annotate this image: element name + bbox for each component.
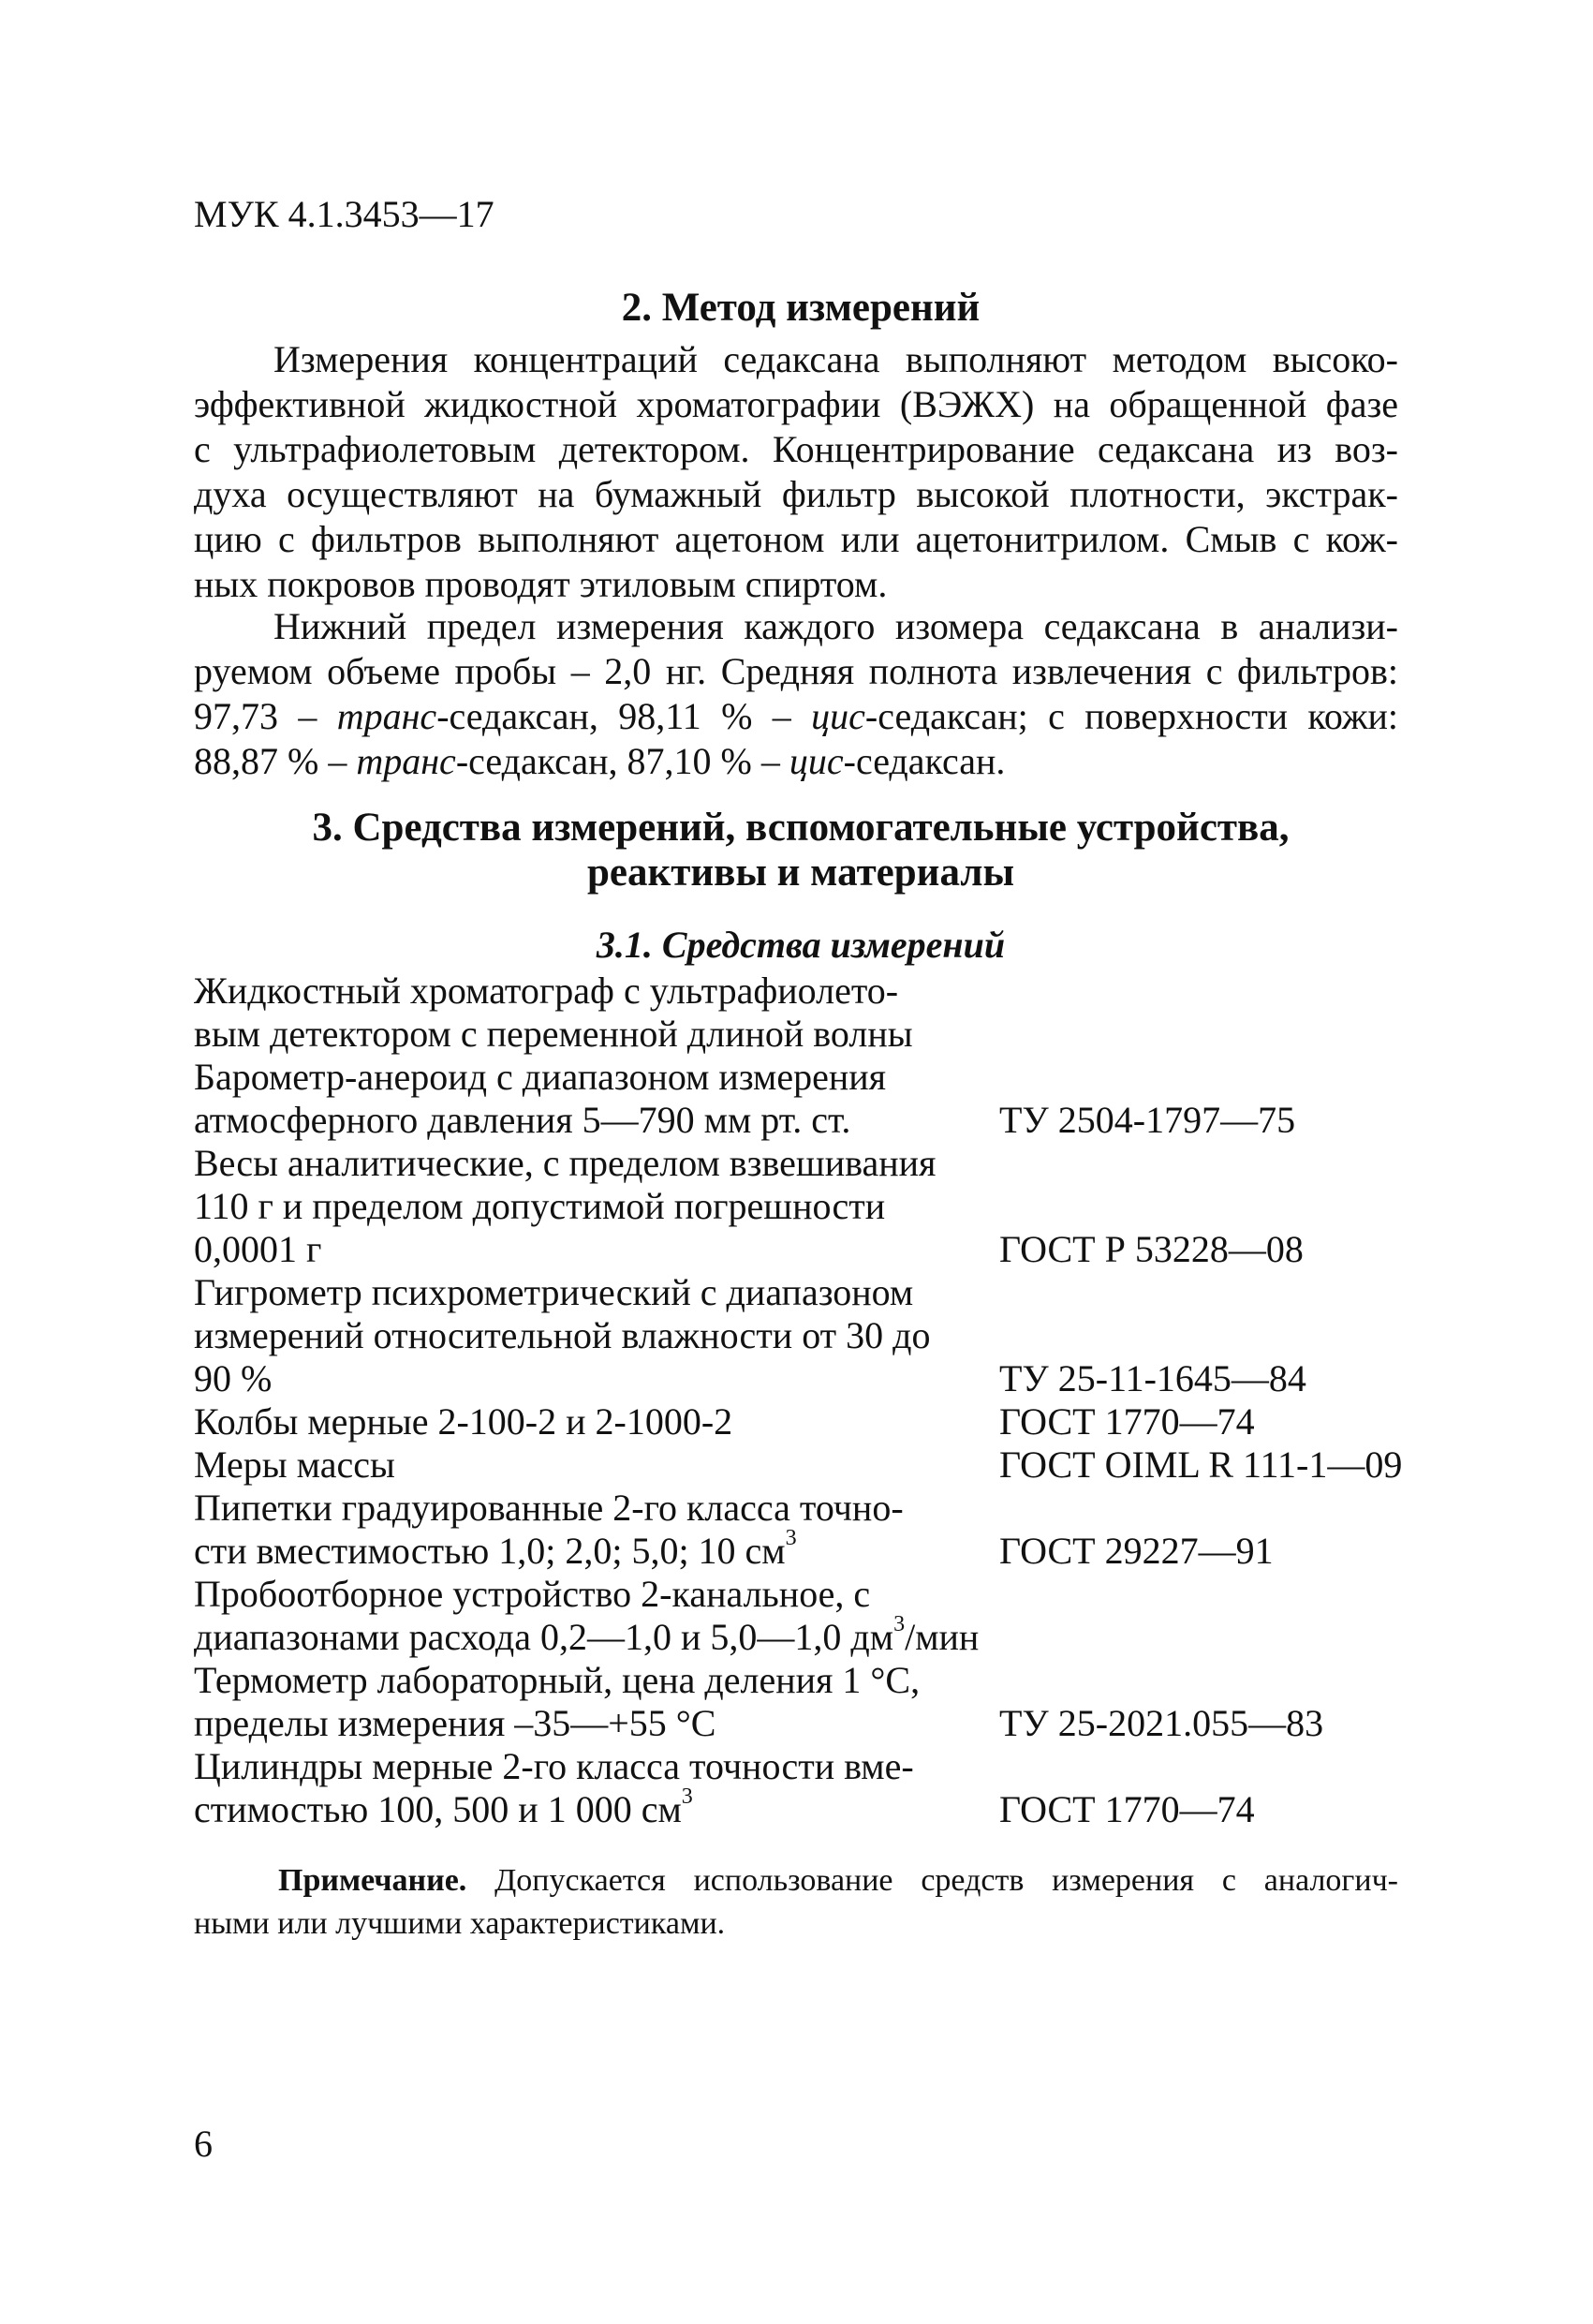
list-item: Термометр лабораторный, цена деления 1 °С, пределы измерения –35—+55 °С ТУ 25-2021.055—83 xyxy=(194,1659,1439,1745)
text-line: руемом объеме пробы – 2,0 нг. Средняя полнота извлечения с фильтров: xyxy=(194,650,1398,692)
measurement-instruments-list xyxy=(194,970,1439,1831)
list-item: Гигрометр психрометрический с диапазоном измерений относительной влажности от 30 до 90 % ТУ 25-11-1645—84 xyxy=(194,1271,1439,1400)
section-2-paragraph-1 xyxy=(194,337,1398,607)
subsection-3-1-title: 3.1. Средства измерений xyxy=(596,924,1006,966)
text-line: Измерения концентраций седаксана выполняют методом высоко- xyxy=(273,338,1398,380)
standard-ref: ГОСТ OIML R 111-1—09 xyxy=(999,1443,1403,1486)
list-item: Пробоотборное устройство 2-канальное, с диапазонами расхода 0,2—1,0 и 5,0—1,0 $дм^3$/мин xyxy=(194,1573,980,1658)
standard-ref: ГОСТ Р 53228—08 xyxy=(999,1228,1304,1270)
standard-ref: ГОСТ 1770—74 xyxy=(999,1788,1255,1830)
text-line: 97,73 – транс-седаксан, 98,11 % – цис-седаксан; с поверхности кожи: xyxy=(194,695,1398,737)
standard-ref: ТУ 25-11-1645—84 xyxy=(999,1357,1306,1399)
list-item: Барометр-анероид с диапазоном измерения атмосферного давления 5—790 мм рт. ст. ТУ 2504-1797—75 xyxy=(194,1056,1439,1142)
standard-ref: ТУ 25-2021.055—83 xyxy=(999,1702,1324,1744)
list-item: Меры массы ГОСТ OIML R 111-1—09 xyxy=(194,1443,1439,1487)
document-code-header: МУК 4.1.3453—17 xyxy=(194,193,494,235)
list-item: Жидкостный хроматограф с ультрафиолето- вым детектором с переменной длиной волны xyxy=(194,970,913,1055)
text-line: ных покровов проводят этиловым спиртом. xyxy=(194,563,888,605)
list-item: Весы аналитические, с пределом взвешивания 110 г и пределом допустимой погрешности 0,0001 г ГОСТ Р 53228—08 xyxy=(194,1142,1439,1271)
text-line: духа осуществляют на бумажный фильтр высокой плотности, экстрак- xyxy=(194,473,1398,515)
standard-ref: ГОСТ 29227—91 xyxy=(999,1530,1274,1572)
page-number: 6 xyxy=(194,2123,213,2165)
list-item: Колбы мерные 2-100-2 и 2-1000-2 ГОСТ 1770—74 xyxy=(194,1400,1439,1443)
section-2-title: 2. Метод измерений xyxy=(621,286,981,330)
text-line: 88,87 % – транс-седаксан, 87,10 % – цис-седаксан. xyxy=(194,740,1006,782)
text-line: эффективной жидкостной хроматографии (ВЭЖХ) на обращенной фазе xyxy=(194,383,1398,425)
section-3-title: 3. Средства измерений, вспомогательные устройства, реактивы и материалы xyxy=(312,806,1290,895)
text-line: с ультрафиолетовым детектором. Концентрирование седаксана из воз- xyxy=(194,428,1398,470)
standard-ref: ГОСТ 1770—74 xyxy=(999,1400,1255,1443)
text-line: Нижний предел измерения каждого изомера седаксана в анализи- xyxy=(273,605,1398,647)
note-label: Примечание. xyxy=(278,1863,467,1898)
section-2-paragraph-2 xyxy=(194,604,1398,784)
text-line: цию с фильтров выполняют ацетоном или ацетонитрилом. Смыв с кож- xyxy=(194,518,1398,560)
standard-ref: ТУ 2504-1797—75 xyxy=(999,1099,1296,1141)
list-item: Пипетки градуированные 2-го класса точно- сти вместимостью 1,0; 2,0; 5,0; 10 $см^3$ ГОСТ 29227—91 xyxy=(194,1487,1439,1573)
note: Примечание. Допускается использование средств измерения с аналогич- ными или лучшими характеристиками. xyxy=(194,1863,1398,1941)
list-item: Цилиндры мерные 2-го класса точности вме- стимостью 100, 500 и 1 000 $см^3$ ГОСТ 1770—74 xyxy=(194,1745,1439,1831)
